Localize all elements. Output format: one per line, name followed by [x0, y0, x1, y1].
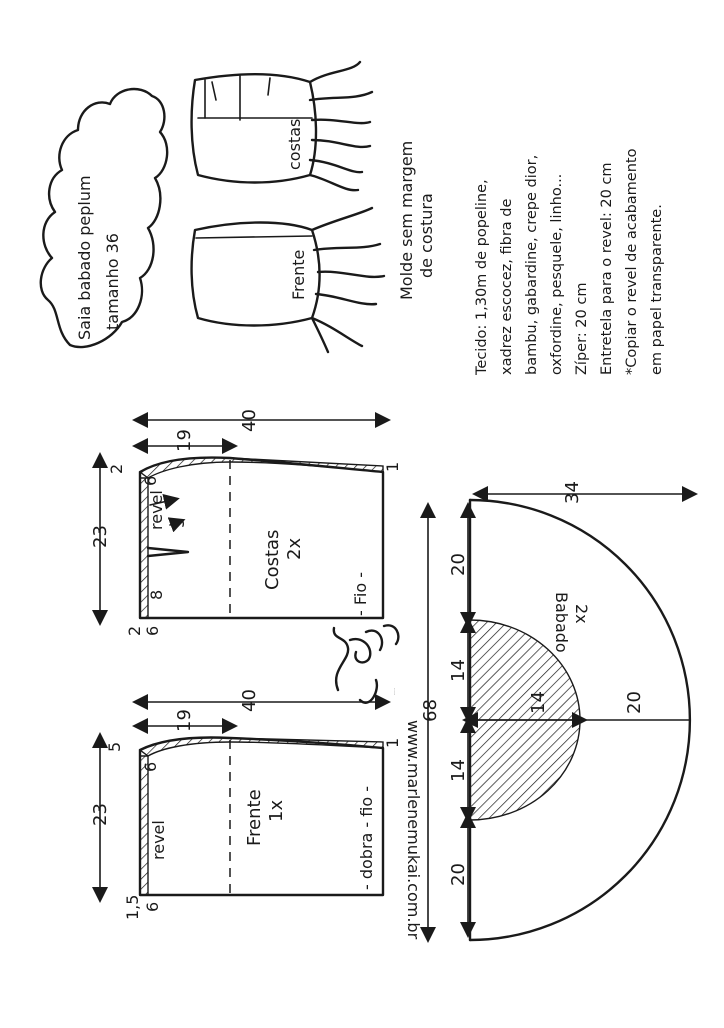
front-illustration-label: Frente — [289, 249, 308, 300]
front-dim-1-side: 1 — [383, 737, 402, 748]
back-dim-40: 40 — [239, 409, 260, 432]
front-dim-5-top: 5 — [105, 741, 124, 752]
ruffle-count: 2x — [572, 604, 591, 624]
back-dim-19: 19 — [174, 429, 195, 452]
skirt-front-illustration — [192, 208, 384, 352]
molde-note-line-1: Molde sem margem — [397, 140, 416, 300]
back-dim-3: 3 — [169, 517, 188, 528]
front-dim-6-top: 6 — [141, 761, 160, 772]
materials-line-2: xadrez escocez, fibra de — [499, 198, 515, 375]
title-line-1: Saia babado peplum — [75, 175, 94, 340]
front-dim-40: 40 — [239, 689, 260, 712]
materials-line-6: Entretela para o revel: 20 cm — [599, 162, 615, 375]
back-dim-2-top: 2 — [107, 463, 126, 474]
back-dim-2-bottom: 2 — [125, 625, 144, 636]
back-dart — [148, 548, 188, 556]
back-dim-1-side: 1 — [383, 461, 402, 472]
ruffle-dim-20-top: 20 — [448, 553, 469, 576]
front-dim-1-5-bottom: 1,5 — [123, 894, 142, 920]
ruffle-dim-68: 68 — [420, 699, 441, 722]
ruffle-dim-14-a: 14 — [448, 659, 469, 682]
front-piece — [90, 689, 402, 920]
front-piece-count: 1x — [266, 799, 287, 822]
back-piece-count: 2x — [284, 537, 305, 560]
back-waist-hatch — [140, 458, 383, 478]
molde-note-line-2: de costura — [417, 193, 436, 278]
ruffle-dim-14-b: 14 — [448, 759, 469, 782]
ruffle-piece — [420, 481, 690, 940]
molde-note — [397, 141, 436, 300]
front-dim-23: 23 — [90, 803, 111, 826]
title-line-2: tamanho 36 — [103, 233, 122, 330]
materials-notes — [474, 148, 665, 376]
back-dim-8: 8 — [147, 589, 166, 600]
ruffle-dim-inner-14: 14 — [528, 691, 549, 714]
front-revel-label: revel — [149, 820, 168, 860]
footer-website: www.marlenemukai.com.br — [404, 720, 423, 940]
front-waist-hatch — [140, 738, 383, 757]
front-dim-19: 19 — [174, 709, 195, 732]
ruffle-dim-20-bottom: 20 — [448, 863, 469, 886]
materials-line-3: bambu, gabardine, crepe dior, — [524, 154, 540, 375]
skirt-back-illustration — [192, 62, 372, 190]
signature-text: Marlene Mukai — [395, 687, 396, 695]
front-grain-label: - dobra - fio - — [357, 785, 376, 890]
materials-line-1: Tecido: 1,30m de popeline, — [474, 179, 490, 375]
back-dim-6-bottom: 6 — [143, 625, 162, 636]
ruffle-dim-34: 34 — [562, 481, 583, 504]
signature — [334, 625, 399, 702]
back-piece — [90, 409, 402, 636]
back-dim-6-top: 6 — [141, 475, 160, 486]
materials-line-7: *Copiar o revel de acabamento — [624, 148, 640, 375]
front-dim-6-bottom: 6 — [143, 901, 162, 912]
materials-line-8: em papel transparente. — [649, 204, 665, 375]
back-piece-name: Costas — [262, 529, 283, 590]
front-piece-name: Frente — [244, 789, 265, 846]
ruffle-name: Babado — [552, 592, 571, 653]
materials-line-5: Zíper: 20 cm — [574, 282, 590, 375]
front-revel-hatch — [140, 756, 148, 895]
back-illustration-label: costas — [285, 118, 304, 170]
materials-line-4: oxfordine, pesquele, linho... — [549, 173, 565, 375]
back-revel-label: revel — [147, 490, 166, 530]
back-grain-label: - Fio - — [351, 572, 370, 616]
title-cloud — [41, 89, 167, 347]
back-dim-23: 23 — [90, 525, 111, 548]
ruffle-dim-outer-20: 20 — [624, 691, 645, 714]
